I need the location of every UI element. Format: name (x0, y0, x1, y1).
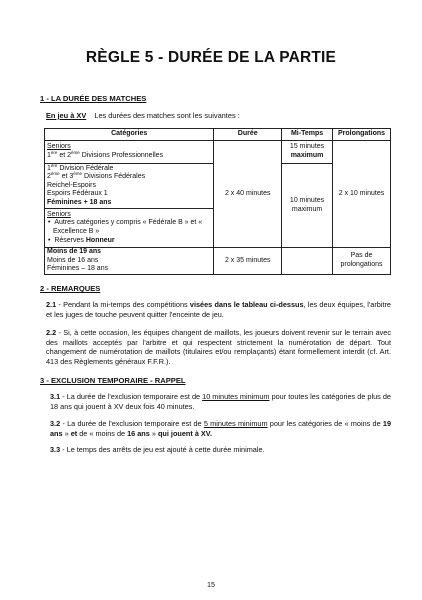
header-prolongations: Prolongations (333, 129, 391, 141)
table-header-row (45, 129, 391, 141)
category-line: Moins de 19 ans (47, 248, 102, 256)
mitemps-qualifier: maximum (290, 152, 324, 159)
category-cell-pro (45, 141, 214, 164)
duree-cell-youth: 2 x 35 minutes (214, 248, 282, 275)
table-row (45, 248, 391, 275)
category-line: Féminines + 18 ans (47, 198, 112, 206)
mitemps-cell-youth (282, 248, 333, 275)
category-line: Moins de 16 ans (47, 256, 99, 264)
prolongations-value: prolongations (340, 261, 383, 268)
section-heading-exclusion: 3 - EXCLUSION TEMPORAIRE - RAPPEL (40, 376, 186, 385)
category-bullet: • Réserves Honneur (48, 236, 115, 244)
mitemps-value: 15 minutes (289, 143, 325, 151)
category-cell-amateur (45, 209, 214, 248)
category-line: 2ème et 3ème Divisions Fédérales (47, 171, 146, 181)
category-cell-youth (45, 248, 214, 275)
mitemps-value: 10 minutes (289, 196, 325, 204)
header-categories: Catégories (45, 129, 214, 141)
paragraph-3-1: 3.1 - La durée de l'exclusion temporaire est de 10 minutes minimum pour toutes les catégories de plus de 18 ans qui jouent à XV deux fois 40 minutes. (50, 392, 391, 411)
page-title: RÈGLE 5 - DURÉE DE LA PARTIE (85, 49, 337, 66)
prolongations-value: Pas de (350, 252, 373, 260)
table-row (45, 141, 391, 164)
intro-label: En jeu à XV (46, 111, 87, 120)
page-number: 15 (207, 580, 215, 589)
category-line: Reichel-Espoirs (47, 181, 97, 189)
paragraph-2-1: 2.1 - Pendant la mi-temps des compétitions visées dans le tableau ci-dessus, les deux équipes, l'arbitre et les juges de touche peuvent quitter l'enceinte de jeu. (46, 300, 391, 319)
category-line: Espoirs Fédéraux 1 (47, 190, 108, 198)
prolongations-cell-main: 2 x 10 minutes (333, 141, 391, 248)
paragraph-3-2: 3.2 - La durée de l'exclusion temporaire est de 5 minutes minimum pour les catégories de « moins de 19 ans » et de « moins de 16 ans » qui jouent à XV. (50, 419, 392, 438)
category-line: 1ère et 2ème Divisions Professionnelles (47, 150, 164, 159)
category-bullet: • Autres catégories y compris « Fédérale B » et « Excellence B » (48, 219, 203, 235)
category-seniors-label: Seniors (47, 210, 71, 218)
category-seniors-label: Seniors (47, 143, 71, 151)
duree-cell-main: 2 x 40 minutes (214, 141, 282, 248)
mitemps-cell-main (282, 164, 333, 248)
category-cell-federal (45, 164, 214, 209)
category-line: 1ère Division Fédérale (47, 162, 114, 172)
header-duree: Durée (214, 129, 282, 141)
intro-text: Les durées des matches sont les suivantes : (94, 111, 240, 120)
durations-table (44, 128, 391, 275)
section-heading-duree: 1 - LA DURÉE DES MATCHES (40, 94, 147, 103)
category-line: Féminines – 18 ans (47, 265, 109, 273)
intro-line (46, 111, 240, 120)
mitemps-qualifier: maximum (291, 205, 323, 213)
header-mitemps: Mi-Temps (282, 129, 333, 141)
paragraph-2-2: 2.2 - Si, à cette occasion, les équipes changent de maillots, les joueurs doivent revenir sur le terrain avec des maillots acceptés par l'arbitre et qui respectent strictement la numérotation de départ. Tout changement de numérotation de maillots (titulaires et/ou remplaçants) étant formellement interdit (cf. Art. 413 des Règlements généraux F.F.R.). (46, 328, 391, 366)
prolongations-cell-youth (333, 248, 391, 275)
paragraph-3-3: 3.3 - Le temps des arrêts de jeu est ajouté à cette durée minimale. (50, 445, 265, 454)
mitemps-cell-pro (282, 141, 333, 164)
section-heading-remarques: 2 - REMARQUES (40, 284, 101, 293)
